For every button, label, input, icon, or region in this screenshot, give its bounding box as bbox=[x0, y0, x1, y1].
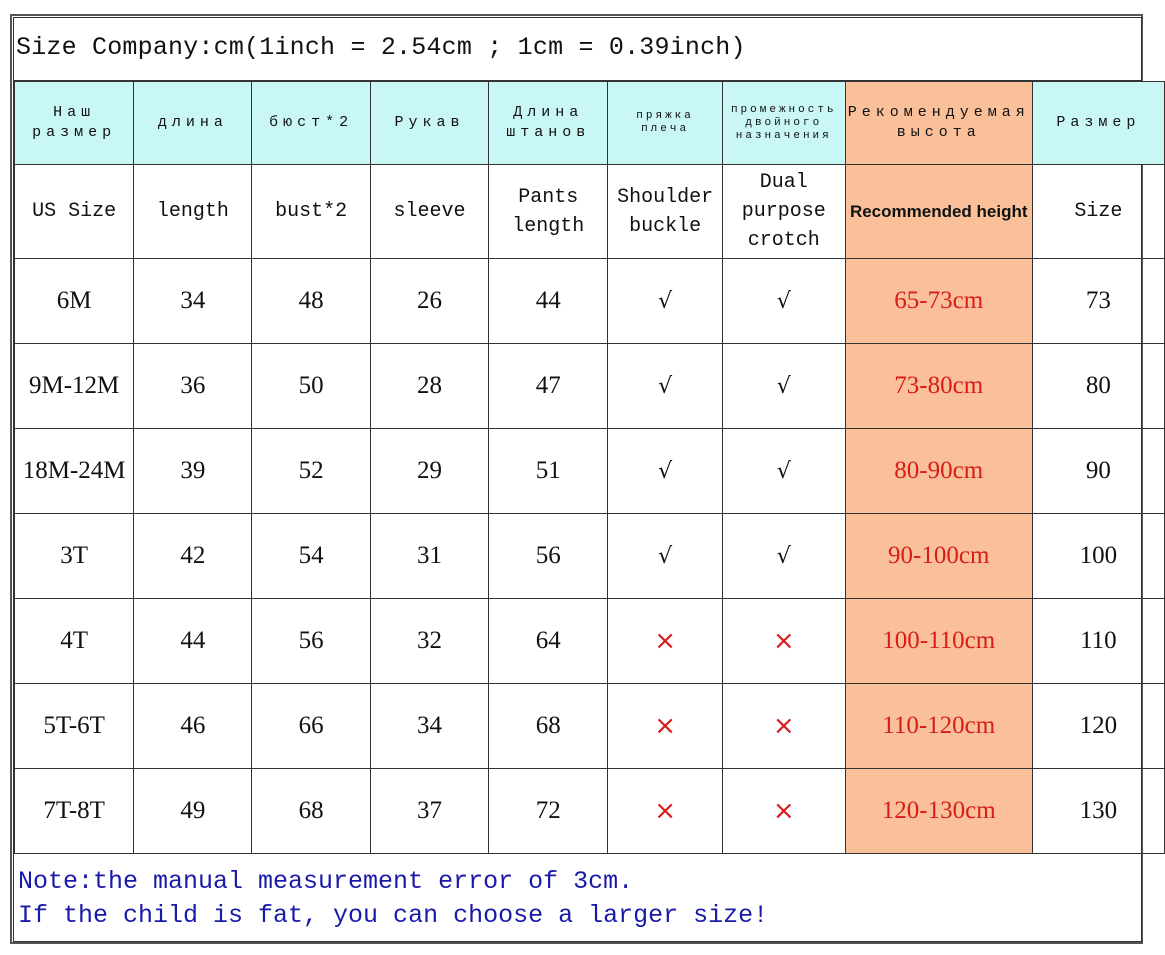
cell-size: 120 bbox=[1032, 684, 1164, 769]
cell-dual-crotch: √ bbox=[722, 259, 845, 344]
cell-recommended-height: 120-130cm bbox=[845, 769, 1032, 854]
cell-us-size: 18M-24M bbox=[15, 429, 134, 514]
cell-recommended-height: 100-110cm bbox=[845, 599, 1032, 684]
header-row-ru bbox=[15, 82, 1165, 165]
cell-size: 73 bbox=[1032, 259, 1164, 344]
cell-shoulder-buckle: × bbox=[608, 769, 722, 854]
cell-dual-crotch: × bbox=[722, 599, 845, 684]
cell-recommended-height: 65-73cm bbox=[845, 259, 1032, 344]
cell-us-size: 6M bbox=[15, 259, 134, 344]
cell-bust: 50 bbox=[252, 344, 370, 429]
table-row bbox=[15, 429, 1165, 514]
cell-length: 49 bbox=[134, 769, 252, 854]
cell-bust: 56 bbox=[252, 599, 370, 684]
cell-dual-crotch: √ bbox=[722, 429, 845, 514]
header-ru-size: Размер bbox=[1032, 82, 1164, 165]
cell-bust: 68 bbox=[252, 769, 370, 854]
cell-length: 46 bbox=[134, 684, 252, 769]
cell-us-size: 5T-6T bbox=[15, 684, 134, 769]
cell-recommended-height: 73-80cm bbox=[845, 344, 1032, 429]
cell-sleeve: 34 bbox=[370, 684, 488, 769]
cell-us-size: 7T-8T bbox=[15, 769, 134, 854]
header-ru-length: длина bbox=[134, 82, 252, 165]
cell-size: 110 bbox=[1032, 599, 1164, 684]
table-row bbox=[15, 344, 1165, 429]
cell-bust: 52 bbox=[252, 429, 370, 514]
header-en-size: Size bbox=[1032, 165, 1164, 259]
header-en-pants-length: Pants length bbox=[489, 165, 608, 259]
cell-recommended-height: 110-120cm bbox=[845, 684, 1032, 769]
cell-shoulder-buckle: × bbox=[608, 599, 722, 684]
cell-dual-crotch: × bbox=[722, 684, 845, 769]
header-en-us-size: US Size bbox=[15, 165, 134, 259]
cell-dual-crotch: × bbox=[722, 769, 845, 854]
cell-dual-crotch: √ bbox=[722, 514, 845, 599]
cell-length: 42 bbox=[134, 514, 252, 599]
note-line-2: If the child is fat, you can choose a larger size! bbox=[18, 901, 769, 930]
cell-sleeve: 37 bbox=[370, 769, 488, 854]
cell-shoulder-buckle: √ bbox=[608, 514, 722, 599]
table-row bbox=[15, 514, 1165, 599]
cell-sleeve: 26 bbox=[370, 259, 488, 344]
header-ru-dual-crotch: промежность двойного назначения bbox=[722, 82, 845, 165]
cell-sleeve: 28 bbox=[370, 344, 488, 429]
table-row bbox=[15, 259, 1165, 344]
cell-length: 39 bbox=[134, 429, 252, 514]
header-ru-us-size: Наш размер bbox=[15, 82, 134, 165]
cell-sleeve: 31 bbox=[370, 514, 488, 599]
table-row bbox=[15, 769, 1165, 854]
cell-shoulder-buckle: × bbox=[608, 684, 722, 769]
header-en-recommended-height: Recommended height bbox=[845, 165, 1032, 259]
cell-us-size: 4T bbox=[15, 599, 134, 684]
cell-pants-length: 56 bbox=[489, 514, 608, 599]
cell-sleeve: 32 bbox=[370, 599, 488, 684]
header-en-shoulder-buckle: Shoulder buckle bbox=[608, 165, 722, 259]
cell-pants-length: 64 bbox=[489, 599, 608, 684]
cell-shoulder-buckle: √ bbox=[608, 259, 722, 344]
cell-shoulder-buckle: √ bbox=[608, 429, 722, 514]
cell-us-size: 9M-12M bbox=[15, 344, 134, 429]
table-body bbox=[15, 259, 1165, 854]
page-title: Size Company:cm(1inch = 2.54cm ; 1cm = 0.39inch) bbox=[16, 33, 746, 62]
cell-recommended-height: 80-90cm bbox=[845, 429, 1032, 514]
cell-length: 34 bbox=[134, 259, 252, 344]
note-line-1: Note:the manual measurement error of 3cm. bbox=[18, 867, 634, 896]
cell-sleeve: 29 bbox=[370, 429, 488, 514]
cell-size: 100 bbox=[1032, 514, 1164, 599]
header-ru-shoulder-buckle: пряжка плеча bbox=[608, 82, 722, 165]
header-ru-recommended-height: Рекомендуемая высота bbox=[845, 82, 1032, 165]
header-en-length: length bbox=[134, 165, 252, 259]
table-row bbox=[15, 684, 1165, 769]
header-en-dual-crotch: Dual purpose crotch bbox=[722, 165, 845, 259]
cell-shoulder-buckle: √ bbox=[608, 344, 722, 429]
cell-bust: 66 bbox=[252, 684, 370, 769]
notes bbox=[18, 865, 768, 933]
header-ru-bust: бюст*2 bbox=[252, 82, 370, 165]
cell-size: 80 bbox=[1032, 344, 1164, 429]
table-row bbox=[15, 599, 1165, 684]
header-en-sleeve: sleeve bbox=[370, 165, 488, 259]
cell-size: 130 bbox=[1032, 769, 1164, 854]
cell-pants-length: 51 bbox=[489, 429, 608, 514]
header-ru-pants-length: Длина штанов bbox=[489, 82, 608, 165]
cell-pants-length: 44 bbox=[489, 259, 608, 344]
cell-us-size: 3T bbox=[15, 514, 134, 599]
header-en-bust: bust*2 bbox=[252, 165, 370, 259]
cell-pants-length: 47 bbox=[489, 344, 608, 429]
size-table bbox=[14, 81, 1165, 854]
cell-length: 44 bbox=[134, 599, 252, 684]
cell-bust: 48 bbox=[252, 259, 370, 344]
cell-dual-crotch: √ bbox=[722, 344, 845, 429]
cell-length: 36 bbox=[134, 344, 252, 429]
cell-recommended-height: 90-100cm bbox=[845, 514, 1032, 599]
cell-size: 90 bbox=[1032, 429, 1164, 514]
cell-pants-length: 72 bbox=[489, 769, 608, 854]
header-row-en bbox=[15, 165, 1165, 259]
header-ru-sleeve: Рукав bbox=[370, 82, 488, 165]
cell-bust: 54 bbox=[252, 514, 370, 599]
cell-pants-length: 68 bbox=[489, 684, 608, 769]
